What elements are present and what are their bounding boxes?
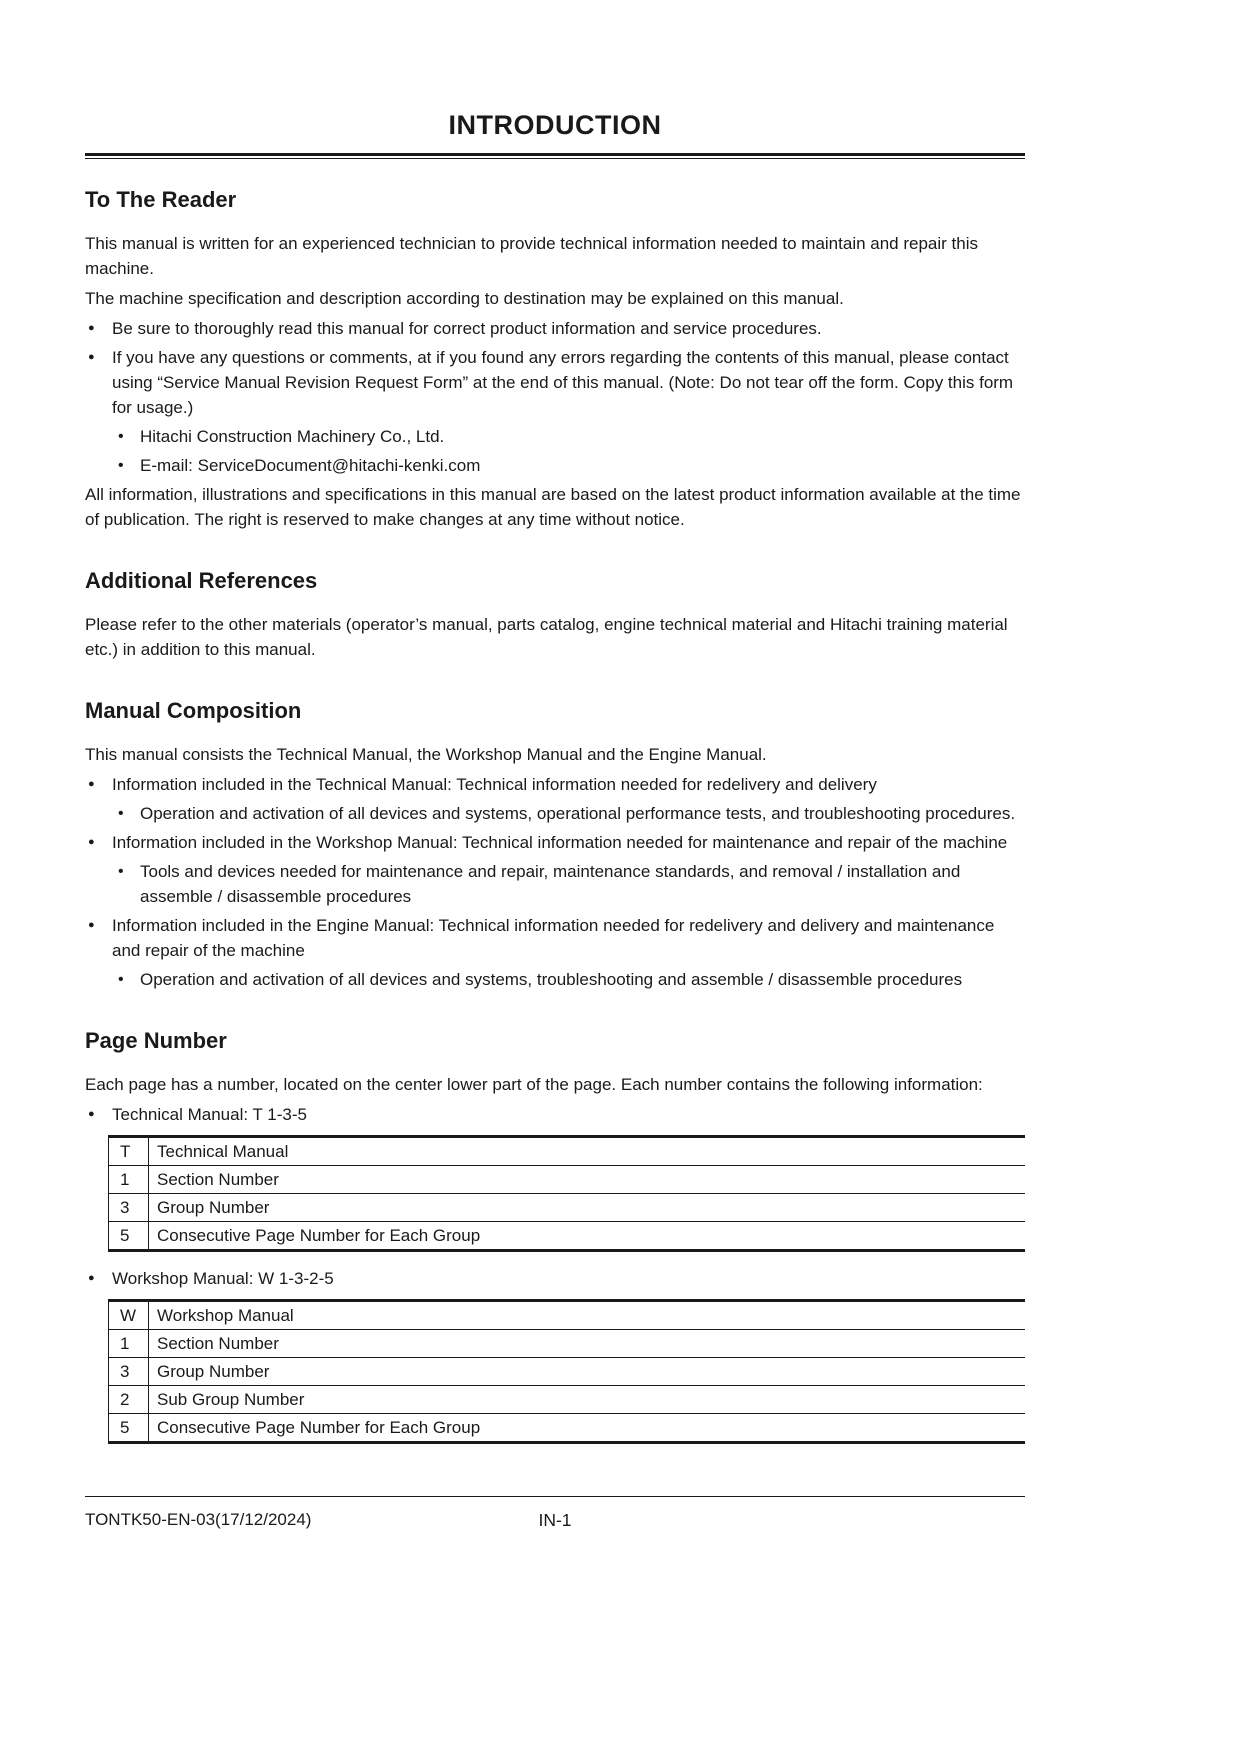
table-row xyxy=(109,1358,1026,1386)
sub-bullet-icon: • xyxy=(118,457,124,474)
page-number-table-technical xyxy=(108,1135,1025,1252)
table-cell-desc: Consecutive Page Number for Each Group xyxy=(149,1222,1026,1251)
table-row xyxy=(109,1137,1026,1166)
page-number-table-workshop xyxy=(108,1299,1025,1444)
bullet-icon: ● xyxy=(88,322,95,334)
bullet-text: Information included in the Engine Manual: Technical information needed for redelivery and delivery and maintenance and repair of the machine xyxy=(112,916,995,960)
paragraph: All information, illustrations and specifications in this manual are based on the latest product information available at the time of publication. The right is reserved to make changes at any time without notice. xyxy=(85,485,1021,529)
table-cell-code: T xyxy=(109,1137,149,1166)
sub-bullet-item xyxy=(85,424,1025,449)
page-title: INTRODUCTION xyxy=(448,110,662,140)
table-cell-code: 3 xyxy=(109,1358,149,1386)
bullet-item xyxy=(85,830,1025,855)
bullet-item xyxy=(85,1102,1025,1127)
sub-bullet-item xyxy=(85,859,1025,909)
bullet-item xyxy=(85,345,1025,420)
bullet-icon: ● xyxy=(88,836,95,848)
sub-bullet-text: Tools and devices needed for maintenance and repair, maintenance standards, and removal / installation and assemble / disassemble procedures xyxy=(140,862,961,906)
paragraph: Please refer to the other materials (operator’s manual, parts catalog, engine technical material and Hitachi training material etc.) in addition to this manual. xyxy=(85,615,1008,659)
sub-bullet-text: Hitachi Construction Machinery Co., Ltd. xyxy=(140,427,445,446)
bullet-text: Information included in the Technical Manual: Technical information needed for redelivery and delivery xyxy=(112,775,877,794)
table-row xyxy=(109,1301,1026,1330)
table-cell-code: 1 xyxy=(109,1330,149,1358)
table-cell-code: 5 xyxy=(109,1222,149,1251)
table-cell-code: W xyxy=(109,1301,149,1330)
bullet-icon: ● xyxy=(88,351,95,363)
table-cell-code: 2 xyxy=(109,1386,149,1414)
title-divider xyxy=(85,153,1025,159)
bullet-text: If you have any questions or comments, at if you found any errors regarding the contents of this manual, please contact using “Service Manual Revision Request Form” at the end of this manual. (Note: Do not tear off the form. Copy this form for usage.) xyxy=(112,348,1014,417)
table-cell-code: 5 xyxy=(109,1414,149,1443)
bullet-icon: ● xyxy=(88,1108,95,1120)
table-row xyxy=(109,1166,1026,1194)
table-cell-desc: Sub Group Number xyxy=(149,1386,1026,1414)
bullet-text: Information included in the Workshop Manual: Technical information needed for maintenance and repair of the machine xyxy=(112,833,1008,852)
sub-bullet-item xyxy=(85,453,1025,478)
sub-bullet-item xyxy=(85,967,1025,992)
table-cell-desc: Technical Manual xyxy=(149,1137,1026,1166)
paragraph: Each page has a number, located on the center lower part of the page. Each number contains the following information: xyxy=(85,1075,983,1094)
sub-bullet-icon: • xyxy=(118,428,124,445)
table-row xyxy=(109,1222,1026,1251)
bullet-item xyxy=(85,1266,1025,1291)
table-cell-desc: Group Number xyxy=(149,1194,1026,1222)
table-row xyxy=(109,1194,1026,1222)
table-cell-desc: Consecutive Page Number for Each Group xyxy=(149,1414,1026,1443)
page-footer xyxy=(85,1496,1025,1531)
section-heading-to-the-reader: To The Reader xyxy=(85,187,237,212)
paragraph: This manual consists the Technical Manual, the Workshop Manual and the Engine Manual. xyxy=(85,745,767,764)
table-cell-desc: Section Number xyxy=(149,1330,1026,1358)
sub-bullet-item xyxy=(85,801,1025,826)
bullet-text: Be sure to thoroughly read this manual for correct product information and service procedures. xyxy=(112,319,822,338)
table-cell-code: 1 xyxy=(109,1166,149,1194)
paragraph: This manual is written for an experienced technician to provide technical information needed to maintain and repair this machine. xyxy=(85,234,978,278)
table-cell-desc: Workshop Manual xyxy=(149,1301,1026,1330)
table-cell-desc: Section Number xyxy=(149,1166,1026,1194)
sub-bullet-text: E-mail: ServiceDocument@hitachi-kenki.com xyxy=(140,456,481,475)
section-heading-page-number: Page Number xyxy=(85,1028,227,1053)
page-content xyxy=(85,110,1025,1458)
bullet-item xyxy=(85,913,1025,963)
bullet-item xyxy=(85,772,1025,797)
bullet-icon: ● xyxy=(88,919,95,931)
sub-bullet-icon: • xyxy=(118,805,124,822)
sub-bullet-icon: • xyxy=(118,971,124,988)
bullet-item xyxy=(85,316,1025,341)
section-heading-additional-references: Additional References xyxy=(85,568,318,593)
bullet-text: Technical Manual: T 1-3-5 xyxy=(112,1105,307,1124)
sub-bullet-text: Operation and activation of all devices and systems, operational performance tests, and troubleshooting procedures. xyxy=(140,804,1016,823)
sub-bullet-icon: • xyxy=(118,863,124,880)
table-row xyxy=(109,1386,1026,1414)
section-heading-manual-composition: Manual Composition xyxy=(85,698,302,723)
table-cell-desc: Group Number xyxy=(149,1358,1026,1386)
paragraph: The machine specification and description according to destination may be explained on this manual. xyxy=(85,289,844,308)
bullet-icon: ● xyxy=(88,1272,95,1284)
bullet-text: Workshop Manual: W 1-3-2-5 xyxy=(112,1269,334,1288)
bullet-icon: ● xyxy=(88,778,95,790)
table-cell-code: 3 xyxy=(109,1194,149,1222)
footer-doc-code: TONTK50-EN-03(17/12/2024) xyxy=(85,1510,312,1529)
sub-bullet-text: Operation and activation of all devices and systems, troubleshooting and assemble / disassemble procedures xyxy=(140,970,963,989)
table-row xyxy=(109,1414,1026,1443)
footer-page-number: IN-1 xyxy=(538,1510,572,1530)
table-row xyxy=(109,1330,1026,1358)
